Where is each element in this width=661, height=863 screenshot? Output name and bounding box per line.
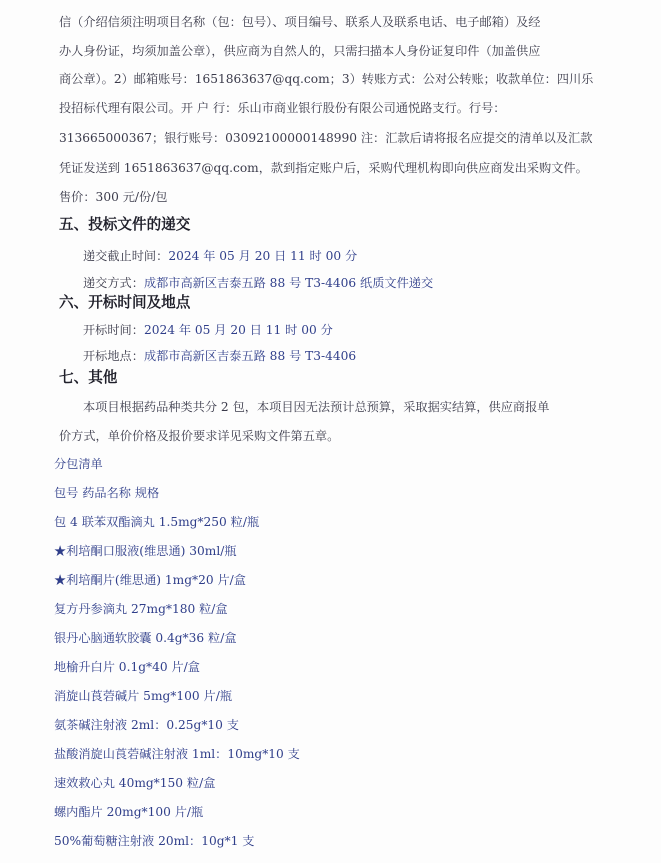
package-list-title: 分包清单	[54, 457, 103, 471]
list-item: 盐酸消旋山莨菪碱注射液 1ml：10mg*10 支	[54, 747, 300, 761]
opening-place-label: 开标地点：	[83, 349, 144, 363]
deadline-value: 2024 年 05 月 20 日 11 时 00 分	[168, 249, 358, 263]
paragraph-line: 商公章）。2）邮箱账号：1651863637@qq.com；3）转账方式：公对公转账；收款单位：四川乐	[59, 72, 594, 86]
section-heading: 七、其他	[59, 369, 118, 386]
paragraph-line: 313665000367；银行账号：03092100000148990 注：汇款后请将报名应提交的清单以及汇款	[59, 131, 593, 145]
paragraph-line: 价方式，单价价格及报价要求详见采购文件第五章。	[59, 429, 340, 443]
opening-place-value: 成都市高新区吉泰五路 88 号 T3-4406	[143, 349, 357, 363]
opening-place-line	[83, 348, 356, 364]
list-item: ★利培酮片(维思通) 1mg*20 片/盒	[54, 573, 246, 587]
list-item: 复方丹参滴丸 27mg*180 粒/盒	[54, 602, 228, 616]
opening-time-value: 2024 年 05 月 20 日 11 时 00 分	[143, 323, 333, 337]
deadline-line	[83, 248, 357, 264]
price-line: 售价：300 元/份/包	[59, 190, 168, 204]
section-heading: 五、投标文件的递交	[59, 216, 191, 233]
list-item: 银丹心脑通软胶囊 0.4g*36 粒/盒	[54, 631, 237, 645]
paragraph-line: 本项目根据药品种类共分 2 包，本项目因无法预计总预算，采取据实结算，供应商报单	[83, 400, 550, 414]
list-item: 地榆升白片 0.1g*40 片/盒	[54, 660, 200, 674]
opening-time-label: 开标时间：	[83, 323, 144, 337]
paragraph-line: 凭证发送到 1651863637@qq.com，款到指定账户后，采购代理机构即向供应商发出采购文件。	[59, 161, 588, 175]
list-item: 包 4 联苯双酯滴丸 1.5mg*250 粒/瓶	[54, 515, 260, 529]
section-heading: 六、开标时间及地点	[59, 294, 191, 311]
list-item: 速效救心丸 40mg*150 粒/盒	[54, 776, 216, 790]
package-list-header: 包号 药品名称 规格	[54, 486, 160, 500]
method-label: 递交方式：	[83, 276, 144, 290]
list-item: 氨茶碱注射液 2ml：0.25g*10 支	[54, 718, 239, 732]
method-value: 成都市高新区吉泰五路 88 号 T3-4406 纸质文件递交	[143, 276, 434, 290]
list-item: ★利培酮口服液(维思通) 30ml/瓶	[54, 544, 237, 558]
list-item: 50%葡萄糖注射液 20ml：10g*1 支	[54, 834, 255, 848]
paragraph-line: 投招标代理有限公司。开 户 行：乐山市商业银行股份有限公司通悦路支行。行号：	[59, 101, 506, 115]
list-item: 螺内酯片 20mg*100 片/瓶	[54, 805, 204, 819]
paragraph-line: 办人身份证，均须加盖公章），供应商为自然人的，只需扫描本人身份证复印件（加盖供应	[59, 44, 541, 58]
deadline-label: 递交截止时间：	[83, 249, 169, 263]
list-item: 消旋山莨菪碱片 5mg*100 片/瓶	[54, 689, 233, 703]
opening-time-line	[83, 322, 333, 338]
paragraph-line: 信（介绍信须注明项目名称（包：包号）、项目编号、联系人及联系电话、电子邮箱）及经	[59, 15, 541, 29]
submission-method-line	[83, 275, 433, 291]
